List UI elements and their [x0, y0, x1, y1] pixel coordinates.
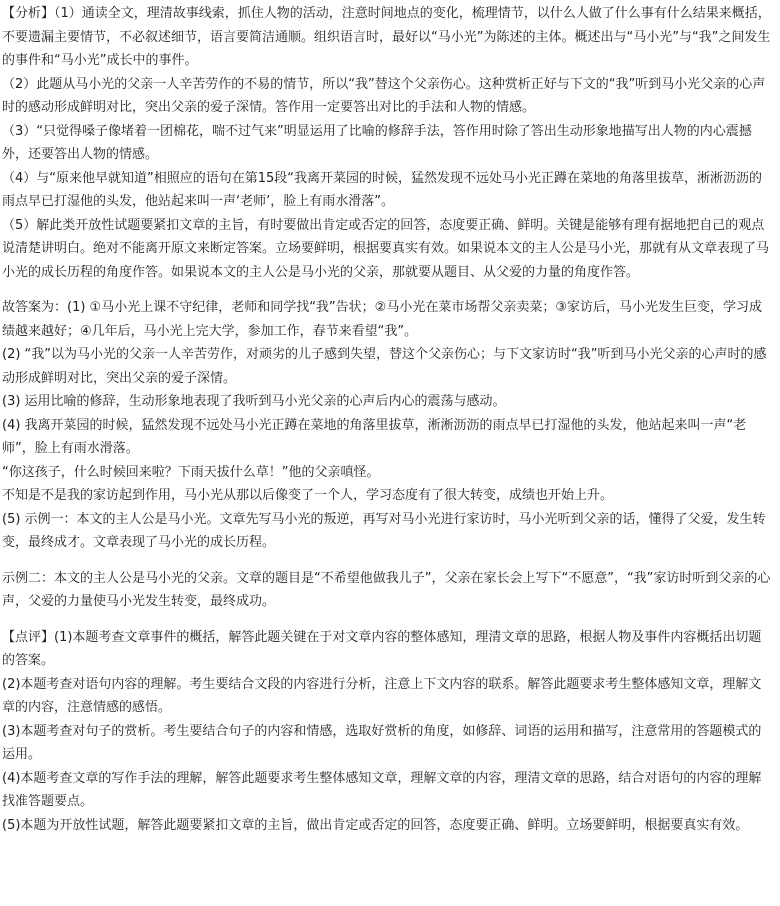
- analysis-paragraph: （2）此题从马小光的父亲一人辛苦劳作的不易的情节，所以“我”替这个父亲伤心。这种赏析正好与下文的“我”听到马小光父亲的心声时的感动形成鲜明对比，突出父亲的爱子深情。答作用一定要答出对比的手法和人物的情感。: [2, 76, 766, 115]
- section-gap: [2, 614, 774, 626]
- analysis-paragraph: （4）与“原来他早就知道”相照应的语句在第15段“我离开菜园的时候，猛然发现不远处马小光正蹲在菜地的角落里拔草，淅淅沥沥的雨点早已打湿他的头发，他站起来叫一声‘老师’，脸上有雨水滑落”。: [2, 170, 763, 209]
- analysis-paragraph: 【分析】（1）通读全文，理清故事线索，抓住人物的活动，注意时间地点的变化，梳理情节，以什么人做了什么事有什么结果来概括，不要遗漏主要情节，不必叙述细节，语言要简洁通顺。组织语言时，最好以“马小光”为陈述的主体。概述出与“马小光”与“我”之间发生的事件和“马小光”成长中的事件。: [2, 6, 771, 68]
- answer-paragraph: “你这孩子，什么时候回来啦？下雨天拔什么草！”他的父亲嗔怪。: [2, 464, 380, 480]
- comment-paragraph: 【点评】(1)本题考查文章事件的概括，解答此题关键在于对文章内容的整体感知，理清文章的思路，根据人物及事件内容概括出切题的答案。: [2, 629, 762, 668]
- comment-section: [2, 626, 774, 838]
- section-gap: [2, 284, 774, 296]
- answer-paragraph: (2) “我”以为马小光的父亲一人辛苦劳作，对顽劣的儿子感到失望，替这个父亲伤心；与下文家访时“我”听到马小光父亲的心声时的感动形成鲜明对比，突出父亲的爱子深情。: [2, 347, 767, 386]
- answer-paragraph: 不知是不是我的家访起到作用，马小光从那以后像变了一个人，学习态度有了很大转变，成绩也开始上升。: [2, 488, 614, 503]
- answer-paragraph: (3) 运用比喻的修辞，生动形象地表现了我听到马小光父亲的心声后内心的震荡与感动。: [2, 394, 506, 409]
- answer-paragraph: (5) 示例一：本文的主人公是马小光。文章先写马小光的叛逆，再写对马小光进行家访时，马小光听到父亲的话，懂得了父爱，发生转变，最终成才。文章表现了马小光的成长历程。: [2, 511, 766, 550]
- comment-paragraph: (2)本题考查对语句内容的理解。考生要结合文段的内容进行分析，注意上下文内容的联系。解答此题要求考生整体感知文章，理解文章的内容，注意情感的感悟。: [2, 676, 762, 715]
- answer-paragraph: (4) 我离开菜园的时候，猛然发现不远处马小光正蹲在菜地的角落里拔草，淅淅沥沥的雨点早已打湿他的头发，他站起来叫一声“老师”，脸上有雨水滑落。: [2, 417, 747, 456]
- paragraph-gap: [2, 555, 774, 567]
- comment-paragraph: (5)本题为开放性试题，解答此题要紧扣文章的主旨，做出肯定或否定的回答，态度要正确、鲜明。立场要鲜明，根据要真实有效。: [2, 817, 749, 833]
- comment-paragraph: (4)本题考查文章的写作手法的理解，解答此题要求考生整体感知文章，理解文章的内容，理清文章的思路，结合对语句的内容的理解找准答题要点。: [2, 770, 762, 809]
- analysis-section: [2, 2, 774, 284]
- analysis-paragraph: （5）解此类开放性试题要紧扣文章的主旨，有时要做出肯定或否定的回答，态度要正确、鲜明。关键是能够有理有据地把自己的观点说清楚讲明白。绝对不能离开原文来断定答案。立场要鲜明，根据要真实有效。如果说本文的主人公是马小光，那就有从文章表现了马小光的成长历程的角度作答。如果说本文的主人公是马小光的父亲，那就要从题目、从父爱的力量的角度作答。: [2, 217, 770, 280]
- answer-example-two: 示例二：本文的主人公是马小光的父亲。文章的题目是“不希望他做我儿子”，父亲在家长会上写下“不愿意”，“我”家访时听到父亲的心声，父爱的力量使马小光发生转变，最终成功。: [2, 570, 771, 609]
- answer-section: [2, 296, 774, 614]
- comment-paragraph: (3)本题考查对句子的赏析。考生要结合句子的内容和情感，选取好赏析的角度，如修辞、词语的运用和描写，注意常用的答题模式的运用。: [2, 723, 762, 762]
- answer-paragraph: 故答案为：(1) ①马小光上课不守纪律，老师和同学找“我”告状；②马小光在菜市场帮父亲卖菜；③家访后，马小光发生巨变，学习成绩越来越好；④几年后，马小光上完大学，参加工作，春节来看望“我”。: [2, 300, 762, 339]
- analysis-paragraph: （3）“只觉得嗓子像堵着一团棉花，喘不过气来”明显运用了比喻的修辞手法，答作用时除了答出生动形象地描写出人物的内心震撼外，还要答出人物的情感。: [2, 123, 752, 162]
